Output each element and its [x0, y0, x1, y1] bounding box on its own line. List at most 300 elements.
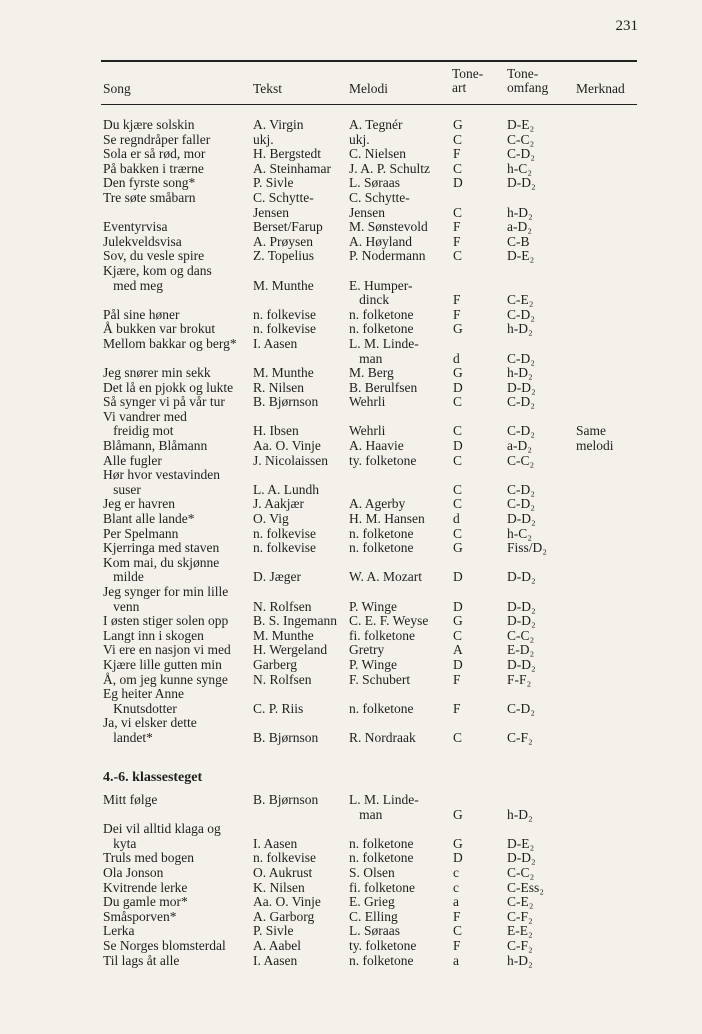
table-row [0, 264, 702, 308]
song-cell-line: Vi ere en nasjon vi med [103, 642, 231, 658]
tekst-cell-line: I. Aasen [253, 952, 298, 968]
toneart-cell [453, 629, 493, 644]
toneart-cell-line: D [453, 656, 463, 672]
toneart-cell-line: a [453, 952, 459, 968]
song-cell-line: Se Norges blomsterdal [103, 937, 226, 953]
song-cell-line: landet* [103, 729, 153, 745]
toneomfang-cell-line: h-D₂ [507, 952, 533, 968]
toneart-cell [453, 512, 493, 527]
toneomfang-cell [507, 147, 573, 162]
table-row [0, 585, 702, 614]
toneomfang-cell [507, 454, 573, 469]
tekst-cell [253, 673, 349, 688]
toneart-cell [453, 497, 493, 512]
toneart-cell [453, 924, 493, 939]
toneomfang-cell-line [507, 716, 573, 731]
toneart-cell-line: G [453, 117, 463, 132]
melodi-cell-line: P. Nodermann [349, 248, 426, 264]
tekst-cell-line: A. Prøysen [253, 233, 313, 249]
table-row [0, 235, 702, 250]
table-row [0, 512, 702, 527]
song-cell [103, 851, 251, 866]
song-cell-line: Mitt følge [103, 792, 158, 807]
song-cell [103, 895, 251, 910]
song-table [0, 118, 702, 746]
toneart-cell-line: d [453, 511, 460, 527]
toneomfang-cell-line: C-C₂ [507, 452, 535, 468]
toneart-cell-line [453, 264, 493, 279]
table-row [0, 410, 702, 439]
toneomfang-cell [507, 118, 573, 133]
toneomfang-cell-line: h-D₂ [507, 321, 533, 337]
song-cell [103, 527, 251, 542]
song-cell-line: Jeg synger for min lille [103, 584, 229, 600]
toneart-cell [453, 541, 493, 556]
song-cell-line: Å, om jeg kunne synge [103, 671, 228, 687]
tekst-cell-line: n. folkevise [253, 306, 316, 322]
melodi-cell-line: man [349, 806, 383, 822]
song-cell-line: Per Spelmann [103, 525, 179, 541]
song-cell-line: Hør hvor vestavinden [103, 467, 220, 483]
melodi-cell [349, 468, 451, 497]
tekst-cell [253, 881, 349, 896]
tekst-cell [253, 133, 349, 148]
melodi-cell-line: E. Grieg [349, 894, 395, 910]
song-cell-line: Blant alle lande* [103, 511, 195, 527]
toneart-cell-line [453, 687, 493, 702]
toneomfang-cell-line: C-Ess₂ [507, 879, 544, 895]
header-toneart-line: Tone- [452, 65, 484, 81]
table-row [0, 454, 702, 469]
tekst-cell-line: M. Munthe [253, 627, 314, 643]
song-cell-line: Lerka [103, 923, 135, 939]
toneomfang-cell-line: C-F₂ [507, 937, 533, 953]
tekst-cell-line: A. Garborg [253, 908, 315, 924]
melodi-cell [349, 162, 451, 177]
song-cell [103, 556, 251, 585]
toneart-cell-line: G [453, 835, 463, 851]
toneart-cell [453, 895, 493, 910]
song-cell [103, 322, 251, 337]
toneart-cell-line: D [453, 438, 463, 454]
melodi-cell-line: fi. folketone [349, 879, 415, 895]
song-cell [103, 910, 251, 925]
melodi-cell-line: C. Schytte- [349, 189, 410, 205]
song-cell-line: I østen stiger solen opp [103, 613, 229, 629]
tekst-cell-line [253, 468, 349, 483]
tekst-cell [253, 337, 349, 366]
toneomfang-cell [507, 308, 573, 323]
header-toneomfang-line: omfang [507, 80, 549, 96]
song-cell [103, 439, 251, 454]
song-cell [103, 793, 251, 822]
toneart-cell [453, 614, 493, 629]
melodi-cell [349, 249, 451, 264]
tekst-cell-line: B. Bjørnson [253, 792, 319, 807]
toneomfang-cell [507, 337, 573, 366]
toneomfang-cell [507, 395, 573, 410]
song-cell-line: Langt inn i skogen [103, 627, 204, 643]
song-cell [103, 191, 251, 220]
tekst-cell [253, 629, 349, 644]
toneomfang-cell-line [507, 264, 573, 279]
song-cell-line: Sov, du vesle spire [103, 248, 205, 264]
melodi-cell-line [349, 585, 451, 600]
toneomfang-cell [507, 366, 573, 381]
melodi-cell [349, 381, 451, 396]
tekst-cell-line: Z. Topelius [253, 248, 315, 264]
tekst-cell-line: H. Ibsen [253, 423, 299, 439]
melodi-cell-line [349, 687, 451, 702]
tekst-cell [253, 851, 349, 866]
toneart-cell-line: G [453, 365, 463, 381]
toneart-cell-line [453, 585, 493, 600]
toneart-cell [453, 220, 493, 235]
melodi-cell [349, 851, 451, 866]
tekst-cell-line [253, 585, 349, 600]
toneomfang-cell [507, 881, 573, 896]
melodi-cell-line: n. folketone [349, 540, 414, 556]
table-row [0, 541, 702, 556]
table-row [0, 162, 702, 177]
tekst-cell [253, 895, 349, 910]
melodi-cell-line [349, 264, 451, 279]
melodi-cell-line: M. Berg [349, 365, 394, 381]
tekst-cell-line: K. Nilsen [253, 879, 305, 895]
toneart-cell-line: C [453, 481, 463, 497]
melodi-cell-line [349, 822, 451, 837]
melodi-cell-line [349, 410, 451, 425]
song-cell-line: Mellom bakkar og berg* [103, 335, 237, 351]
toneart-cell-line: C [453, 923, 463, 939]
tekst-cell [253, 954, 349, 969]
song-cell [103, 162, 251, 177]
toneomfang-cell-line: D-D₂ [507, 511, 536, 527]
song-cell [103, 716, 251, 745]
melodi-cell-line: L. Søraas [349, 923, 400, 939]
table-row [0, 822, 702, 851]
toneart-cell-line: F [453, 306, 461, 322]
melodi-cell [349, 133, 451, 148]
toneomfang-cell-line [507, 468, 573, 483]
toneart-cell [453, 366, 493, 381]
toneomfang-cell-line: h-D₂ [507, 806, 533, 822]
table-row [0, 673, 702, 688]
melodi-cell [349, 585, 451, 614]
tekst-cell-line: I. Aasen [253, 835, 298, 851]
table-row [0, 716, 702, 745]
tekst-cell-line: N. Rolfsen [253, 598, 312, 614]
tekst-cell-line: ukj. [253, 131, 274, 147]
toneomfang-cell [507, 133, 573, 148]
tekst-cell-line: H. Bergstedt [253, 146, 321, 162]
melodi-cell [349, 954, 451, 969]
tekst-cell-line: B. S. Ingemann [253, 613, 337, 629]
melodi-cell [349, 191, 451, 220]
header-toneart-line: art [452, 80, 467, 96]
toneart-cell-line [453, 716, 493, 731]
toneomfang-cell [507, 249, 573, 264]
toneomfang-cell-line: h-D₂ [507, 204, 533, 220]
melodi-cell-line: A. Tegnér [349, 117, 403, 132]
melodi-cell-line: n. folketone [349, 850, 414, 866]
toneart-cell-line: D [453, 598, 463, 614]
table-top-rule [101, 60, 637, 62]
tekst-cell-line: Garberg [253, 656, 297, 672]
toneart-cell [453, 147, 493, 162]
toneart-cell [453, 162, 493, 177]
melodi-cell [349, 322, 451, 337]
toneomfang-cell-line [507, 410, 573, 425]
melodi-cell [349, 395, 451, 410]
song-cell-line [103, 352, 251, 367]
tekst-cell-line: C. Schytte- [253, 189, 314, 205]
tekst-cell [253, 366, 349, 381]
tekst-cell [253, 249, 349, 264]
melodi-cell [349, 556, 451, 585]
melodi-cell [349, 308, 451, 323]
tekst-cell [253, 322, 349, 337]
toneomfang-cell [507, 512, 573, 527]
toneomfang-cell-line: a-D₂ [507, 438, 532, 454]
melodi-cell-line: ty. folketone [349, 937, 417, 953]
melodi-cell-line: C. Elling [349, 908, 398, 924]
table-row [0, 658, 702, 673]
tekst-cell [253, 176, 349, 191]
header-melodi: Melodi [349, 81, 388, 96]
toneomfang-cell [507, 954, 573, 969]
melodi-cell-line: dinck [349, 292, 390, 308]
toneart-cell [453, 716, 493, 745]
song-cell [103, 264, 251, 308]
song-cell-line: med meg [103, 277, 163, 293]
song-cell [103, 366, 251, 381]
toneart-cell-line: A [453, 642, 463, 658]
melodi-cell [349, 643, 451, 658]
toneart-cell [453, 673, 493, 688]
table-row [0, 866, 702, 881]
song-cell-line: milde [103, 569, 144, 585]
song-cell [103, 381, 251, 396]
song-cell [103, 118, 251, 133]
table-row [0, 366, 702, 381]
tekst-cell-line: M. Munthe [253, 277, 314, 293]
toneomfang-cell-line: C-D₂ [507, 350, 535, 366]
toneart-cell-line: C [453, 729, 463, 745]
melodi-cell [349, 454, 451, 469]
melodi-cell-line [349, 716, 451, 731]
toneomfang-cell [507, 643, 573, 658]
tekst-cell-line: B. Bjørnson [253, 729, 319, 745]
toneomfang-cell-line: D-D₂ [507, 175, 536, 191]
melodi-cell-line: P. Winge [349, 656, 397, 672]
toneomfang-cell [507, 687, 573, 716]
toneomfang-cell [507, 439, 573, 454]
melodi-cell [349, 410, 451, 439]
table-row [0, 881, 702, 896]
table-row [0, 337, 702, 366]
toneart-cell-line: F [453, 908, 461, 924]
toneomfang-cell-line: C-B [507, 233, 530, 249]
toneart-cell [453, 308, 493, 323]
table-row [0, 133, 702, 148]
toneomfang-cell-line: C-C₂ [507, 627, 535, 643]
song-cell [103, 337, 251, 366]
toneart-cell [453, 585, 493, 614]
song-cell [103, 866, 251, 881]
toneart-cell-line [453, 822, 493, 837]
melodi-cell [349, 910, 451, 925]
table-row [0, 176, 702, 191]
tekst-cell-line: J. Nicolaissen [253, 452, 328, 468]
melodi-cell-line: C. Nielsen [349, 146, 406, 162]
tekst-cell [253, 410, 349, 439]
song-cell [103, 687, 251, 716]
table-row [0, 895, 702, 910]
toneomfang-cell [507, 410, 573, 439]
melodi-cell-line: W. A. Mozart [349, 569, 422, 585]
melodi-cell-line: M. Sønstevold [349, 219, 428, 235]
song-cell-line [103, 293, 251, 308]
song-cell [103, 822, 251, 851]
melodi-cell-line: L. Søraas [349, 175, 400, 191]
song-cell-line: Jeg er havren [103, 496, 175, 512]
toneomfang-cell [507, 614, 573, 629]
song-cell-line: kyta [103, 835, 137, 851]
song-cell [103, 308, 251, 323]
toneomfang-cell [507, 264, 573, 308]
toneart-cell [453, 910, 493, 925]
table-row [0, 954, 702, 969]
merknad-cell-line [576, 410, 656, 425]
header-tekst: Tekst [253, 81, 283, 96]
toneomfang-cell-line: D-E₂ [507, 835, 535, 851]
header-toneart [452, 67, 483, 96]
song-cell [103, 614, 251, 629]
song-cell [103, 220, 251, 235]
toneart-cell-line [453, 191, 493, 206]
toneomfang-cell [507, 629, 573, 644]
header-song: Song [103, 81, 131, 96]
page-number: 231 [615, 18, 638, 34]
song-cell [103, 924, 251, 939]
song-cell [103, 454, 251, 469]
table-row [0, 395, 702, 410]
toneart-cell-line [453, 793, 493, 808]
toneart-cell [453, 395, 493, 410]
toneomfang-cell [507, 541, 573, 556]
toneart-cell-line [453, 468, 493, 483]
toneart-cell [453, 249, 493, 264]
song-cell [103, 147, 251, 162]
toneart-cell [453, 454, 493, 469]
toneart-cell-line: D [453, 569, 463, 585]
tekst-cell [253, 118, 349, 133]
toneomfang-cell-line [507, 279, 573, 294]
table-row [0, 497, 702, 512]
toneomfang-cell-line: D-D₂ [507, 379, 536, 395]
toneart-cell [453, 235, 493, 250]
melodi-cell [349, 541, 451, 556]
tekst-cell [253, 793, 349, 822]
song-cell [103, 176, 251, 191]
toneart-cell-line: C [453, 627, 463, 643]
song-cell [103, 395, 251, 410]
table-row [0, 643, 702, 658]
tekst-cell [253, 191, 349, 220]
tekst-cell-line: H. Wergeland [253, 642, 328, 658]
toneart-cell-line: C [453, 452, 463, 468]
table-row [0, 249, 702, 264]
toneart-cell-line: G [453, 806, 463, 822]
song-cell-line: Tre søte småbarn [103, 189, 196, 205]
toneart-cell-line: a [453, 894, 459, 910]
toneomfang-cell [507, 322, 573, 337]
table-header [0, 66, 702, 102]
tekst-cell [253, 585, 349, 614]
song-cell-line [103, 206, 251, 221]
toneomfang-cell [507, 822, 573, 851]
toneart-cell [453, 851, 493, 866]
tekst-cell [253, 454, 349, 469]
toneomfang-cell-line: C-D₂ [507, 146, 535, 162]
song-cell [103, 512, 251, 527]
tekst-cell-line [253, 293, 349, 308]
song-cell-line: Pål sine høner [103, 306, 180, 322]
melodi-cell [349, 176, 451, 191]
toneart-cell [453, 556, 493, 585]
tekst-cell-line: M. Munthe [253, 365, 314, 381]
merknad-cell [576, 439, 656, 454]
melodi-cell [349, 793, 451, 822]
melodi-cell-line: J. A. P. Schultz [349, 160, 431, 176]
song-cell-line: Truls med bogen [103, 850, 195, 866]
toneomfang-cell [507, 191, 573, 220]
tekst-cell [253, 264, 349, 308]
melodi-cell-line: n. folketone [349, 700, 414, 716]
tekst-cell [253, 866, 349, 881]
toneomfang-cell-line: E-E₂ [507, 923, 533, 939]
toneart-cell [453, 439, 493, 454]
melodi-cell-line: A. Høyland [349, 233, 412, 249]
melodi-cell [349, 527, 451, 542]
melodi-cell [349, 220, 451, 235]
header-toneomfang [507, 67, 548, 96]
tekst-cell-line [253, 556, 349, 571]
song-cell-line: Du gamle mor* [103, 894, 188, 910]
toneart-cell [453, 954, 493, 969]
tekst-cell-line [253, 410, 349, 425]
toneomfang-cell [507, 895, 573, 910]
song-cell-line: Kom mai, du skjønne [103, 554, 220, 570]
song-cell [103, 629, 251, 644]
song-cell [103, 541, 251, 556]
toneart-cell-line [453, 556, 493, 571]
song-cell [103, 249, 251, 264]
toneart-cell [453, 264, 493, 308]
song-cell-line: Eventyrvisa [103, 219, 168, 235]
tekst-cell [253, 527, 349, 542]
tekst-cell-line: Aa. O. Vinje [253, 438, 321, 454]
melodi-cell-line: Wehrli [349, 394, 386, 410]
toneart-cell-line: c [453, 879, 459, 895]
tekst-cell-line [253, 716, 349, 731]
tekst-cell [253, 381, 349, 396]
tekst-cell-line: O. Vig [253, 511, 289, 527]
table-row [0, 308, 702, 323]
tekst-cell-line: I. Aasen [253, 335, 298, 351]
toneomfang-cell-line: C-F₂ [507, 729, 533, 745]
